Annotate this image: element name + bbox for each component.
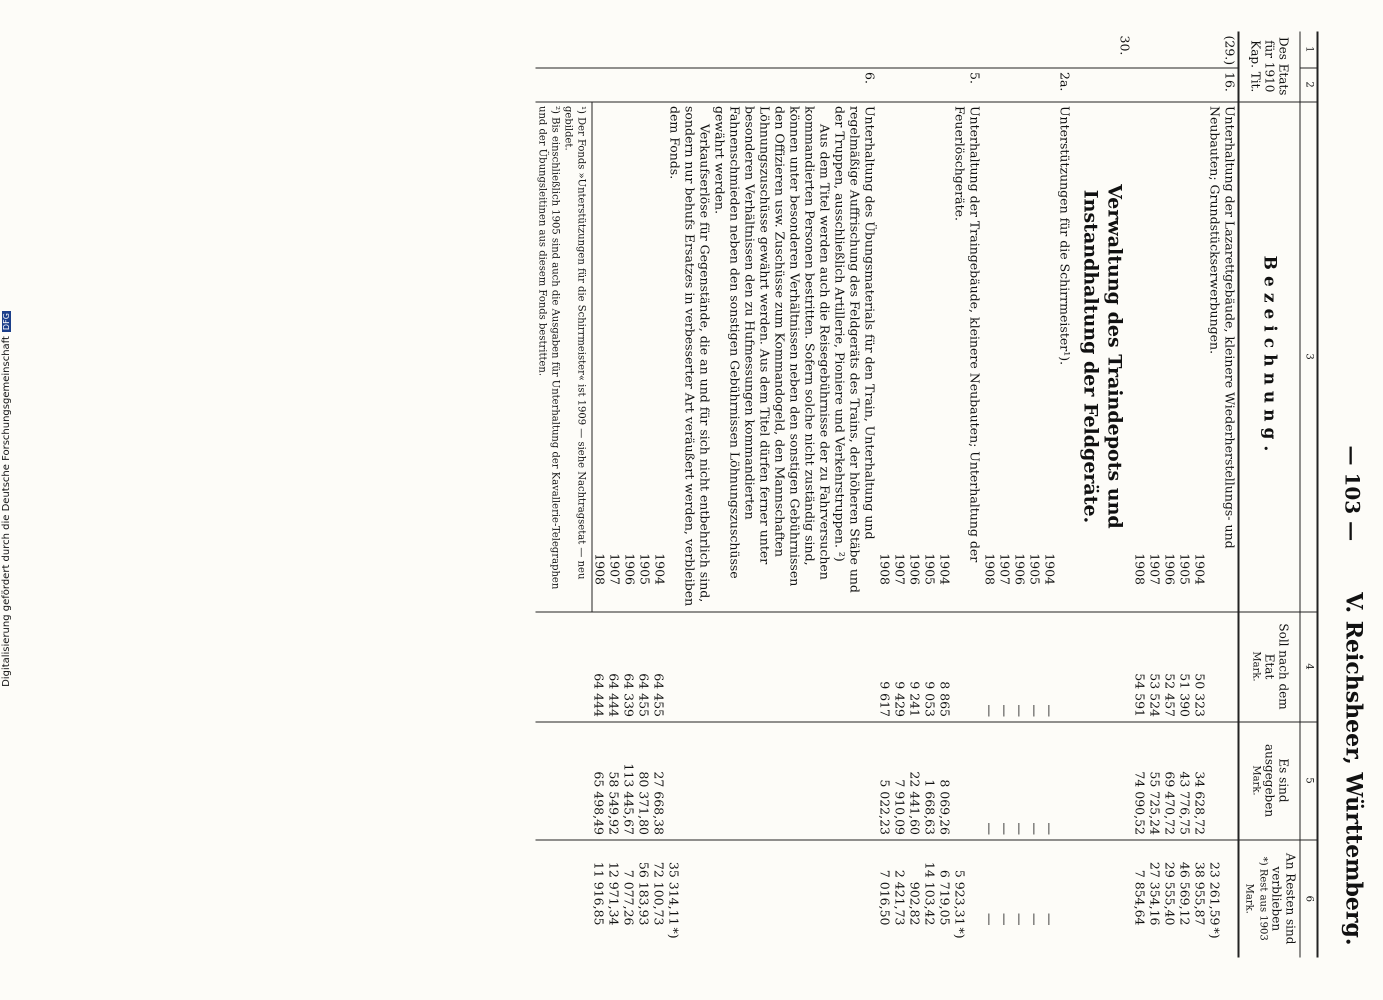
col-number: 5: [1300, 722, 1318, 840]
kap-cell: [878, 32, 983, 68]
year-label: 1907: [1147, 553, 1163, 585]
reste-value: —: [1027, 913, 1043, 926]
ausgegeben-value: 80 371,80: [637, 771, 652, 835]
header-tit: Tit.: [1248, 71, 1263, 93]
reste-value: 35 314,11: [667, 861, 682, 926]
description-text-2: Aus dem Titel werden auch die Reisegebührnisse der zu Fahrversuchen kommandierten Personen bestritten. Sofern solche nicht zuständig sind, können unter besonderen Verhältnissen neben den sonstigen Gebührnissen den Offizieren usw. Zuschüsse zum Kommandogeld, den Mannschaften Löhnungszuschüsse gewährt werden. Aus dem Titel dürfen ferner unter besonderen Verhältnissen den zu Hufmessungen kommandierten Fahnenschmieden neben den sonstigen Gebührnissen Löhnungszuschüsse gewährt werden.: [712, 106, 833, 587]
year-label: 1905: [1027, 553, 1043, 585]
table-row: [1133, 32, 1239, 958]
description-cell: [878, 102, 983, 612]
reste-cell: [878, 840, 983, 958]
soll-value: 53 524: [1147, 673, 1163, 717]
reste-value: 5 923,31: [952, 869, 968, 926]
soll-cell: [592, 612, 878, 722]
soll-value: 9 053: [922, 681, 938, 717]
soll-value: 64 455: [652, 673, 667, 717]
page-number: — 103 —: [1340, 445, 1365, 542]
reste-value: 27 354,16: [1147, 861, 1163, 926]
year-label: 1904: [1042, 553, 1058, 585]
reste-value: —: [1042, 913, 1058, 926]
reste-value: —: [1012, 913, 1028, 926]
reste-cell: [592, 840, 878, 958]
tit-cell: 2a.: [983, 68, 1073, 102]
col-number: 2: [1300, 68, 1318, 102]
reste-value: 7 854,64: [1132, 869, 1148, 926]
soll-value: 52 457: [1162, 673, 1178, 717]
footnote: ²) Bis einschließlich 1905 sind auch die Ausgaben für Unterhaltung der Kavallerie-Telegraphen und der Übungsleitinen aus diesem Fonds bestritten.: [536, 106, 561, 590]
table-row: [592, 32, 878, 958]
reste-value: 23 261,59: [1207, 861, 1223, 926]
reste-value: 6 719,05: [937, 869, 953, 926]
reste-value: 902,82: [907, 881, 923, 926]
header-unit: Mark.: [1250, 765, 1262, 796]
ausgegeben-value: 1 668,63: [922, 779, 938, 835]
tit-cell: 6.: [592, 68, 878, 102]
reste-value: —: [997, 913, 1013, 926]
reste-cell: [983, 840, 1073, 958]
soll-value: 64 444: [592, 673, 607, 717]
reste-value: 56 183,93: [637, 861, 652, 926]
year-label: 1907: [892, 553, 908, 585]
year-label: 1907: [997, 553, 1013, 585]
soll-value: 64 444: [607, 673, 622, 717]
description-cell: [983, 102, 1073, 612]
soll-value: —: [1027, 704, 1043, 717]
reste-value: 11 916,85: [592, 861, 607, 926]
reste-footnote-mark: *): [667, 927, 682, 939]
table-row: [983, 32, 1073, 958]
soll-value: 64 339: [622, 673, 637, 717]
soll-value: 54 591: [1132, 673, 1148, 717]
soll-cell: [983, 612, 1073, 722]
reste-value: 72 100,73: [652, 861, 667, 926]
dfg-logo: DFG: [2, 313, 11, 331]
description-cell: [1133, 102, 1239, 612]
header-row: [1239, 32, 1301, 958]
budget-table: [536, 32, 1319, 958]
reste-footnote-mark: *): [1207, 927, 1223, 939]
column-number-row: [1300, 32, 1318, 958]
tit-cell: [1073, 68, 1133, 102]
digitization-note: [1, 0, 19, 999]
year-label: 1908: [982, 553, 998, 585]
ausgegeben-cell: [592, 722, 878, 840]
year-label: 1906: [1012, 553, 1028, 585]
year-label: 1904: [652, 553, 668, 585]
tit-cell: 5.: [878, 68, 983, 102]
soll-cell: [878, 612, 983, 722]
header-unit: Mark.: [1250, 651, 1262, 682]
year-label: 1904: [1192, 553, 1208, 585]
soll-value: 51 390: [1177, 673, 1193, 717]
soll-value: 9 241: [907, 681, 923, 717]
soll-value: 8 865: [937, 681, 953, 717]
section-title: Verwaltung des Traindepots und Instandhaltung der Feldgeräte.: [1073, 102, 1133, 612]
ausgegeben-value: 34 628,72: [1192, 771, 1208, 835]
kap-cell: (29.): [1133, 32, 1239, 68]
digitization-text: Digitalisierung gefördert durch die Deutsche Forschungsgemeinschaft: [1, 336, 12, 687]
year-label: 1905: [637, 553, 653, 585]
year-label: 1904: [937, 553, 953, 585]
table-row: [878, 32, 983, 958]
col-number: 6: [1300, 840, 1318, 958]
header-ausgegeben-label: Es sind ausgegeben: [1262, 743, 1291, 818]
header-ausgegeben: [1239, 722, 1301, 840]
description-text-3: Verkaufserlöse für Gegenstände, die an und für sich nicht entbehrlich sind, sondern nur behufs Ersatzes in verbesserter Art veräußert werden, verbleiben dem Fonds.: [667, 106, 713, 607]
ausgegeben-value: —: [1027, 822, 1043, 835]
header-soll: [1239, 612, 1301, 722]
description-text: Unterstützungen für die Schirrmeister¹).: [1057, 106, 1073, 366]
reste-value: 46 569,12: [1177, 861, 1193, 926]
ausgegeben-value: —: [1042, 822, 1058, 835]
header-reste-note: *) Rest aus 1903: [1257, 856, 1269, 941]
ausgegeben-value: 7 910,09: [892, 779, 908, 835]
reste-value: 2 421,73: [892, 869, 908, 926]
year-label: 1906: [907, 553, 923, 585]
ausgegeben-value: —: [982, 822, 998, 835]
ausgegeben-value: —: [1012, 822, 1028, 835]
reste-value: 29 555,40: [1162, 861, 1178, 926]
soll-value: —: [1042, 704, 1058, 717]
soll-value: —: [997, 704, 1013, 717]
kap-cell: [592, 32, 878, 68]
header-soll-label: Soll nach dem Etat: [1262, 623, 1291, 710]
ausgegeben-value: 43 776,75: [1177, 771, 1193, 835]
reste-value: 7 077,26: [622, 869, 637, 926]
ausgegeben-value: 55 725,24: [1147, 771, 1163, 835]
description-text: Unterhaltung der Lazarettgebäude, kleinere Wiederherstellungs- und Neubauten; Grundstückserwerbungen.: [1207, 106, 1238, 549]
soll-value: —: [1012, 704, 1028, 717]
year-label: 1908: [592, 553, 608, 585]
year-label: 1908: [877, 553, 893, 585]
ausgegeben-value: 27 668,38: [652, 771, 667, 835]
year-label: 1906: [622, 553, 638, 585]
year-label: 1906: [1162, 553, 1178, 585]
col-number: 3: [1300, 102, 1318, 612]
header-reste-label: An Resten sind verblieben: [1269, 853, 1298, 945]
ausgegeben-value: 8 069,26: [937, 779, 953, 835]
reste-value: 14 103,42: [922, 861, 938, 926]
soll-value: —: [982, 704, 998, 717]
footnotes: [536, 102, 593, 612]
soll-cell: [1133, 612, 1239, 722]
ausgegeben-value: 113 445,67: [622, 763, 637, 835]
header-reste: [1239, 840, 1301, 958]
section-row: [1073, 32, 1133, 958]
header-unit: Mark.: [1243, 883, 1255, 914]
soll-value: 64 455: [637, 673, 652, 717]
year-label: 1907: [607, 553, 623, 585]
reste-cell: [1133, 840, 1239, 958]
tit-cell: 16.: [1133, 68, 1239, 102]
footnote: ¹) Der Fonds »Unterstützungen für die Schirrmeister« ist 1909 — siehe Nachtragsetat — neu gebildet.: [562, 106, 587, 580]
description-text: Unterhaltung des Übungsmaterials für den Train, Unterhaltung und regelmäßige Auffrischung des Feldgeräts des Trains, der höheren Stäbe und der Truppen, ausschließlich Artillerie, Pioniere und Verkehrstruppen. ²): [832, 106, 878, 593]
ausgegeben-cell: [1133, 722, 1239, 840]
col-number: 4: [1300, 612, 1318, 722]
year-label: 1905: [922, 553, 938, 585]
ausgegeben-value: 22 441,60: [907, 771, 923, 835]
reste-value: 12 971,34: [607, 861, 622, 926]
col-number: 1: [1300, 32, 1318, 68]
soll-value: 50 323: [1192, 673, 1208, 717]
ausgegeben-cell: [983, 722, 1073, 840]
soll-value: 9 617: [877, 681, 893, 717]
kap-cell: [983, 32, 1073, 68]
page-header: [1331, 36, 1371, 946]
reste-footnote-mark: *): [952, 927, 968, 939]
description-text: Unterhaltung der Traingebäude, kleinere Neubauten; Unterhaltung der Feuerlöschgeräte.: [952, 106, 983, 563]
ausgegeben-value: 69 470,72: [1162, 771, 1178, 835]
header-kap: Kap.: [1248, 40, 1263, 68]
reste-value: 38 955,87: [1192, 861, 1208, 926]
ausgegeben-value: 58 549,92: [607, 771, 622, 835]
rotated-page: [0, 26, 1383, 976]
soll-value: 9 429: [892, 681, 908, 717]
running-head: V. Reichsheer, Württemberg.: [1340, 592, 1367, 946]
header-etat: [1239, 32, 1301, 102]
footnote-row: [536, 32, 593, 958]
ausgegeben-value: 65 498,49: [592, 771, 607, 835]
year-label: 1908: [1132, 553, 1148, 585]
header-bezeichnung: Bezeichnung.: [1239, 102, 1301, 612]
reste-value: 7 016,50: [877, 869, 893, 926]
header-etat-label: Des Etats für 1910: [1262, 37, 1291, 96]
kap-cell: 30.: [1073, 32, 1133, 68]
ausgegeben-cell: [878, 722, 983, 840]
ausgegeben-value: 74 090,52: [1132, 771, 1148, 835]
year-label: 1905: [1177, 553, 1193, 585]
description-cell: [592, 102, 878, 612]
ausgegeben-value: 5 022,23: [877, 779, 893, 835]
reste-value: —: [982, 913, 998, 926]
ausgegeben-value: —: [997, 822, 1013, 835]
